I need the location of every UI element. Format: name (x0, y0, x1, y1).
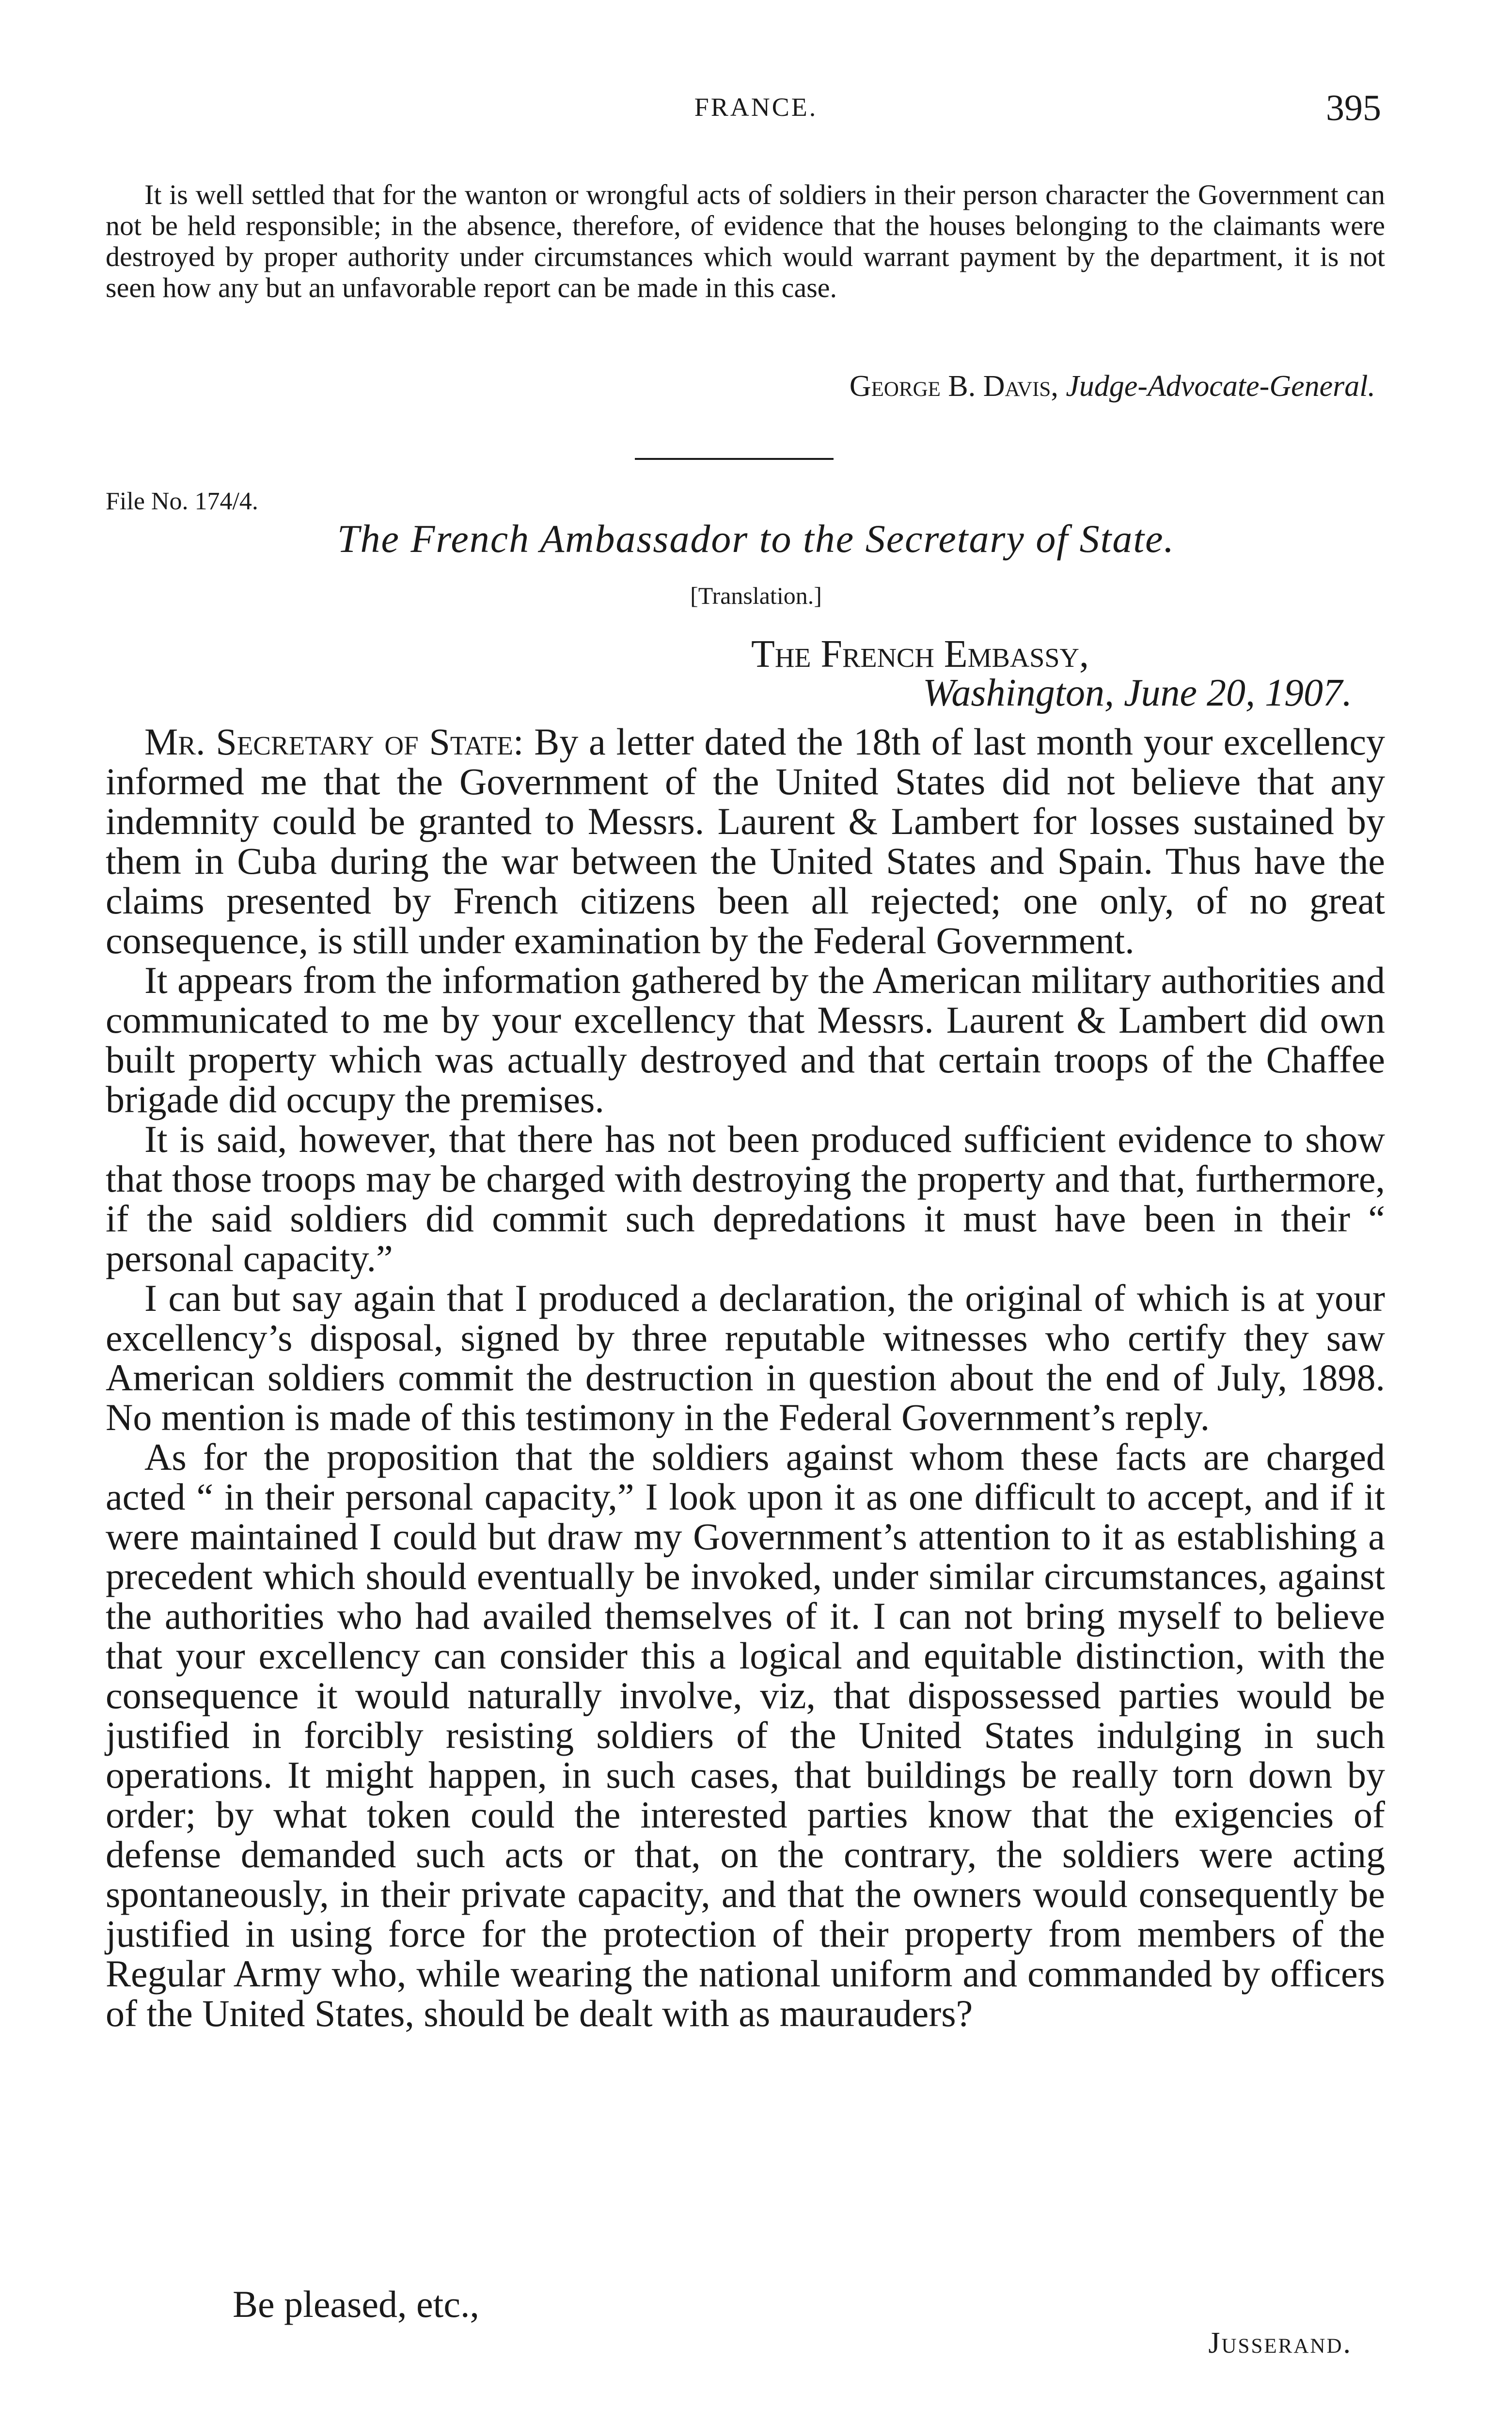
document-title: The French Ambassador to the Secretary of State. (337, 517, 1175, 561)
letter-paragraph (106, 722, 1385, 960)
letter-paragraph: It is said, however, that there has not been produced sufficient evidence to show that those troops may be charged with destroying the property and that, furthermore, if the said soldiers did commit such depredations it must have been in their “ personal capacity.” (106, 1118, 1385, 1279)
file-number: File No. 174/4. (106, 488, 258, 515)
letter-body (106, 722, 1385, 2033)
opinion-signer-name: George B. Davis, (849, 370, 1058, 403)
letter-paragraph: I can but say again that I produced a declaration, the original of which is at your excellency’s disposal, signed by three reputable witnesses who certify they saw American soldiers commit the destruction in question about the end of July, 1898. No mention is made of this testimony in the Federal Government’s reply. (106, 1277, 1385, 1438)
opinion-signer-title: Judge-Advocate-General. (1066, 370, 1375, 403)
section-divider (635, 458, 834, 460)
running-head: FRANCE. (694, 93, 818, 122)
letter-salutation: Mr. Secretary of State: (144, 721, 524, 763)
translation-note: [Translation.] (690, 582, 822, 609)
opinion-signature (850, 369, 1375, 404)
letter-paragraph-text: By a letter dated the 18th of last month your excellency informed me that the Government of the United States did not believe that any indemnity could be granted to Messrs. Laurent & Lambert for losses sustained by them in Cuba during the war between the United States and Spain. Thus have the claims presented by French citizens been all rejected; one only, of no great consequence, is still under examination by the Federal Government. (106, 721, 1385, 961)
embassy-heading: The French Embassy, (751, 633, 1089, 676)
letter-closing: Be pleased, etc., (233, 2283, 479, 2325)
place-date: Washington, June 20, 1907. (923, 672, 1352, 714)
letter-signature: Jusserand. (1208, 2327, 1352, 2360)
letter-paragraph: It appears from the information gathered by the American military authorities and communicated to me by your excellency that Messrs. Laurent & Lambert did own built property which was actually destroyed and that certain troops of the Chaffee brigade did occupy the premises. (106, 959, 1385, 1120)
page-number: 395 (1326, 88, 1381, 128)
opinion-paragraph: It is well settled that for the wanton or wrongful acts of soldiers in their person character the Government can not be held responsible; in the absence, therefore, of evidence that the houses belonging to the claimants were destroyed by proper authority under circumstances which would warrant payment by the department, it is not seen how any but an unfavorable report can be made in this case. (106, 179, 1385, 303)
letter-paragraph: As for the proposition that the soldiers against whom these facts are charged acted “ in their personal capacity,” I look upon it as one difficult to accept, and if it were maintained I could but draw my Government’s attention to it as establishing a precedent which should eventually be invoked, under similar circumstances, against the authorities who had availed themselves of it. I can not bring myself to believe that your excellency can consider this a logical and equitable distinction, with the consequence it would naturally involve, viz, that dispossessed parties would be justified in forcibly resisting soldiers of the United States indulging in such operations. It might happen, in such cases, that buildings be really torn down by order; by what token could the interested parties know that the exigencies of defense demanded such acts or that, on the contrary, the soldiers were acting spontaneously, in their private capacity, and that the owners would consequently be justified in using force for the protection of their property from members of the Regular Army who, while wearing the national uniform and commanded by officers of the United States, should be dealt with as maurauders? (106, 1436, 1385, 2034)
